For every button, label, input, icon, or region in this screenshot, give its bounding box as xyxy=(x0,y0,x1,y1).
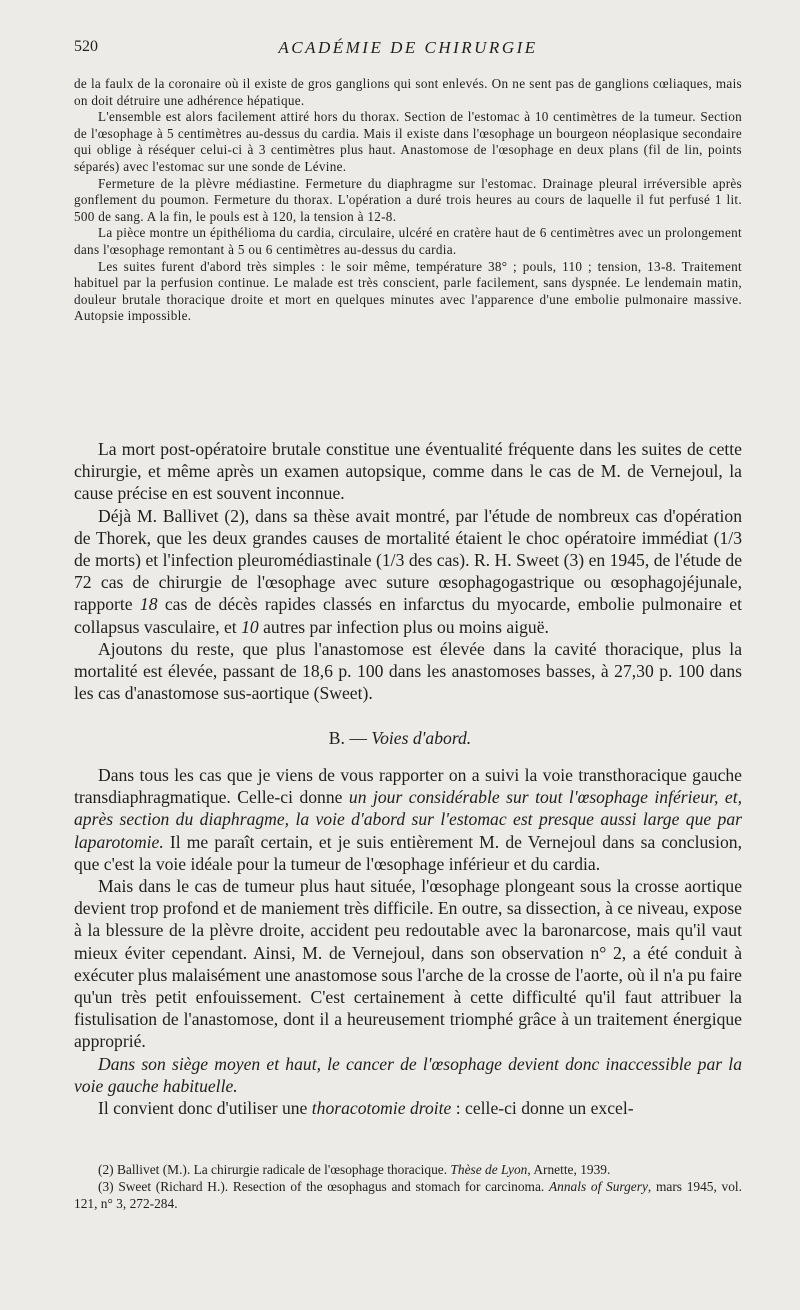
section-heading xyxy=(0,728,800,749)
observation-paragraph: de la faulx de la coronaire où il existe de gros ganglions qui sont enlevés. On ne sent pas de ganglions cœliaques, mais on doit détruire une adhérence hépatique. xyxy=(74,76,742,108)
emphasis-text: Thèse de Lyon xyxy=(450,1162,528,1177)
text-run: Déjà M. Ballivet (2), dans sa thèse avait montré, par l'étude de nombreux cas d'opération de Thorek, que les deux grandes causes de mortalité étaient le choc opératoire immédiat (1/3 de morts) et l'infection pleuromédiastinale (1/3 des cas). R. H. Sweet (3) en 1945, de l'étude de 72 cas de chirurgie de l'œsophage avec suture œsophagogastrique ou œsophagojéjunale, rapporte xyxy=(74,505,742,615)
body-paragraph xyxy=(74,1053,742,1097)
text-run: autres par infection plus ou moins aiguë. xyxy=(258,616,549,637)
emphasis-text: Annals of Surgery xyxy=(548,1178,648,1194)
running-title: ACADÉMIE DE CHIRURGIE xyxy=(278,38,538,57)
body-paragraph xyxy=(74,764,742,875)
discussion-section xyxy=(74,438,742,704)
text-run: , Arnette, 1939. xyxy=(527,1162,611,1177)
approach-section xyxy=(74,764,742,1119)
body-paragraph xyxy=(74,1097,742,1119)
case-observation xyxy=(74,76,742,325)
body-paragraph xyxy=(74,505,742,638)
emphasis-text: Dans son siège moyen et haut, le cancer de l'œsophage devient donc inaccessible par la voie gauche habituelle. xyxy=(74,1053,742,1096)
page-number: 520 xyxy=(74,38,98,55)
text-run: Il convient donc d'utiliser une xyxy=(98,1098,312,1119)
text-run: (2) Ballivet (M.). La chirurgie radicale de l'œsophage thoracique. xyxy=(98,1162,451,1177)
text-run: (3) Sweet (Richard H.). Resection of the œsophagus and stomach for carcinoma. xyxy=(98,1178,549,1194)
section-number: B. — xyxy=(328,728,367,748)
text-run: : celle-ci donne un excel- xyxy=(451,1098,634,1119)
emphasis-number: 10 xyxy=(241,616,259,637)
observation-paragraph: La pièce montre un épithélioma du cardia, circulaire, ulcéré en cratère haut de 6 centimètres avec un prolongement dans l'œsophage remontant à 5 ou 6 centimètres au-dessus du cardia. xyxy=(74,225,742,257)
text-run: , mars 1945, vol. 121, n° 3, 272-284. xyxy=(74,1178,742,1211)
page-header xyxy=(74,36,742,62)
body-paragraph: Mais dans le cas de tumeur plus haut située, l'œsophage plongeant sous la crosse aortique devient trop profond et de maniement très difficile. En outre, sa dissection, à ce niveau, expose à la blessure de la plèvre droite, accident peu redoutable avec la baronarcose, mais qu'il vaut mieux éviter cependant. Ainsi, M. de Vernejoul, dans son observation n° 2, a été conduit à exécuter plus malaisément une anastomose sous l'arche de la crosse de l'aorte, où il n'a pu faire qu'un très petit enfouissement. C'est certainement à cette difficulté qu'il faut attribuer la fistulisation de l'anastomose, dont il a heureusement triomphé grâce à un traitement énergique approprié. xyxy=(74,876,742,1052)
footnote xyxy=(74,1162,742,1179)
section-title: Voies d'abord. xyxy=(371,728,472,748)
footnotes xyxy=(74,1162,742,1212)
emphasis-number: 18 xyxy=(139,594,158,615)
footnote xyxy=(74,1179,742,1213)
emphasis-text: thoracotomie droite xyxy=(311,1098,452,1119)
observation-paragraph: L'ensemble est alors facilement attiré hors du thorax. Section de l'estomac à 10 centimètres de la tumeur. Section de l'œsophage à 5 centimètres au-dessus du cardia. Mais il existe dans l'œsophage un bourgeon néoplasique secondaire qui oblige à réséquer celui-ci à 3 centimètres plus haut. Anastomose de l'œsophage en deux plans (fil de lin, points séparés) avec l'estomac sur une sonde de Lévine. xyxy=(74,109,742,174)
body-paragraph: Ajoutons du reste, que plus l'anastomose est élevée dans la cavité thoracique, plus la mortalité est élevée, passant de 18,6 p. 100 dans les anastomoses basses, à 27,30 p. 100 dans les cas d'anastomose sus-aortique (Sweet). xyxy=(74,638,742,704)
observation-paragraph: Les suites furent d'abord très simples : le soir même, température 38° ; pouls, 110 ; tension, 13-8. Traitement habituel par la perfusion continue. Le malade est très conscient, parle facilement, sans dyspnée. Le lendemain matin, douleur brutale thoracique droite et mort en quelques minutes avec l'apparence d'une embolie pulmonaire massive. Autopsie impossible. xyxy=(74,258,742,324)
text-run: Il me paraît certain, et je suis entièrement M. de Vernejoul dans sa conclusion, que c'est la voie idéale pour la tumeur de l'œsophage inférieur et du cardia. xyxy=(74,831,742,874)
body-paragraph: La mort post-opératoire brutale constitue une éventualité fréquente dans les suites de cette chirurgie, et même après un examen autopsique, comme dans le cas de M. de Vernejoul, la cause précise en est souvent inconnue. xyxy=(74,439,742,504)
observation-paragraph: Fermeture de la plèvre médiastine. Fermeture du diaphragme sur l'estomac. Drainage pleural irréversible après gonflement du poumon. Fermeture du thorax. L'opération a duré trois heures au cours de laquelle il fut perfusé 1 lit. 500 de sang. A la fin, le pouls est à 120, la tension à 12-8. xyxy=(74,175,742,224)
text-run: cas de décès rapides classés en infarctus du myocarde, embolie pulmonaire et collapsus vasculaire, et xyxy=(74,594,742,637)
emphasis-text: un jour considérable sur tout l'œsophage inférieur, et, après section du diaphragme, la voie d'abord sur l'estomac est presque aussi large que par laparotomie. xyxy=(74,787,743,852)
text-run: Dans tous les cas que je viens de vous rapporter on a suivi la voie transthoracique gauche transdiaphragmatique. Celle-ci donne xyxy=(74,765,742,808)
